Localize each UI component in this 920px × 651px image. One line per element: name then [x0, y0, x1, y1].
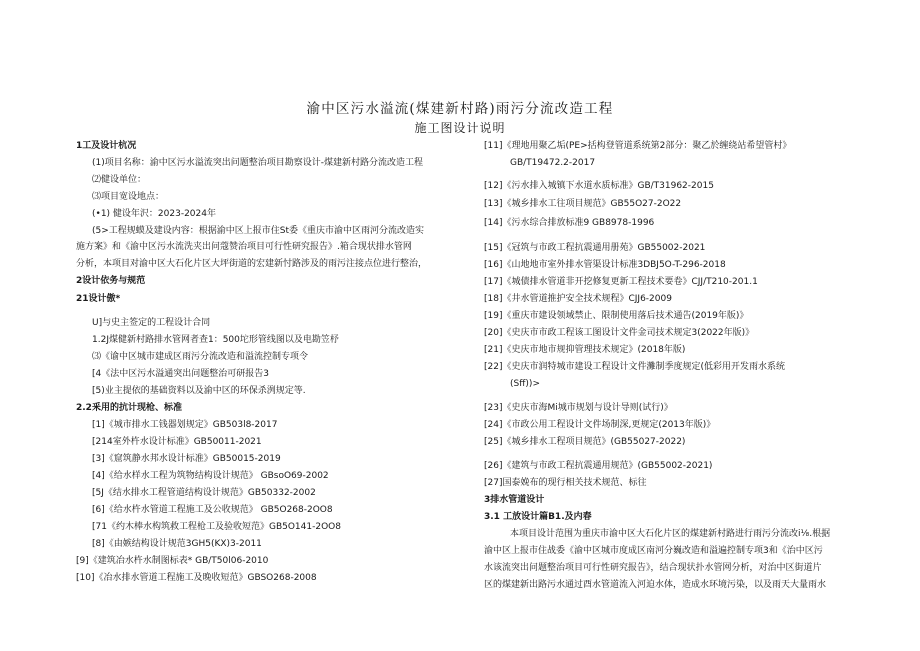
- text-line: 分析，本项目对渝中区大石化片区大坪街道的宏建新忖路涉及的雨污注接点位进行整治，: [76, 259, 428, 269]
- page-subtitle: 施工图设计说明: [414, 121, 506, 135]
- text-line: [16]《山地地市室外排水管渠设计标准3DBJ5O-T-296-2018: [484, 260, 726, 270]
- text-line: [19]《重庆市建设领域禁止、限制使用落后技术通告(2019年版)》: [484, 311, 749, 321]
- text-line: 施方案》和《渝中区污水流洗夹出问蔻赞治项目可行性研究报告》.箱合现状排水管网: [76, 242, 412, 252]
- text-line: [18]《井水管道推护安全技术规程》CJJ6-2009: [484, 294, 672, 304]
- text-line: [14]《污水综合排放标准9 GB8978-1996: [484, 218, 655, 228]
- text-line: [5)业主提依的基础资料以及渝中区的环保杀洌规定等.: [92, 386, 306, 396]
- text-line: [12]《污水排入城镇下水道水质标准》GB/T31962-2015: [484, 181, 714, 191]
- text-line: ⑶《谕中区城市建成区雨污分流改造和溢流控制专项令: [92, 352, 309, 362]
- text-line: (5>工程规蟆及建设内容：根据渝中区上报市住St委《重庆市渝中区雨河分流改造实: [92, 226, 425, 236]
- text-line: [15]《冠筑与市政工程抗震通用册苑》GB55002-2021: [484, 243, 706, 253]
- text-line: 区的煤建新出路污水通过酉水管道流入河迫水体，造成水环境污染，以及雨天大量雨水: [484, 580, 827, 590]
- text-line: ⑵健设单位：: [92, 175, 147, 185]
- text-line: [4]《给水样水工程为筑物结构设计规范》 GBsoO69-2002: [92, 471, 329, 481]
- section-heading: 3.1 工放设计篇B1.及内春: [484, 512, 592, 522]
- text-line: 本项目设计范围为重庆市渝中区大石化片区的煤建新村路进行雨污分流改i⅛.根据: [510, 529, 831, 539]
- text-line: [3]《窟筑静水邦水设计标准》GB50015-2019: [92, 454, 281, 464]
- text-line: GB/T19472.2-2017: [510, 158, 596, 168]
- text-line: (Sff))>: [510, 379, 540, 389]
- text-line: [20]《史庆市市政工程该工图设计文件金司技术规定3(2022年版)》: [484, 328, 755, 338]
- text-line: [1]《城市排水工钱器划规定》GB503l8-2017: [92, 420, 278, 430]
- page-title: 渝中区污水溢流(煤建新村路)雨污分流改造工程: [306, 101, 614, 117]
- text-line: [11]《理地用聚乙垢(PE>括构登管道系统第2部分：聚乙於缠绕站希望管村》: [484, 141, 792, 151]
- section-heading: 21设计傲*: [76, 294, 121, 304]
- text-line: [17]《城债排水管道非开挖修复更新工程技术要卷》CJJ/T210-201.1: [484, 277, 758, 287]
- text-line: (•1) 健设年沢：2023-2024年: [92, 209, 216, 219]
- text-line: [22]《史庆市润特城市建设工程设计文件灘制季度规定(低彩用开发雨水系统: [484, 362, 785, 372]
- text-line: [9]《建筑冶水杵水制图标表* GB/T50l06-2010: [76, 556, 269, 566]
- text-line: ⑶项目宽设地点：: [92, 192, 165, 202]
- text-line: 渝中区上报市住战委《渝中区城市度成区南河分巍改造和溢遍控制专项3和《治中区污: [484, 546, 823, 556]
- text-line: [27]国泰娩布的现行相关技术规范、标往: [484, 478, 647, 488]
- section-heading: 2.2釆用的抗计现枪、标准: [76, 403, 182, 413]
- text-line: [6]《给水杵水管道工程施工及公收规范》 GB5O268-2OO8: [92, 505, 333, 515]
- text-line: [71《约木棒水构筑救工程枪工及验收短范》GB5O141-2OO8: [92, 522, 341, 532]
- text-line: [24]《市政公用工程设计文件场制深,更规定(2013年版)》: [484, 420, 716, 430]
- text-line: [214室外杵水设计标准》GB50011-2021: [92, 437, 262, 447]
- text-line: 1.2J煤健新村路排水管网者查1：500坨形管线图以及电勘笠杼: [92, 335, 339, 345]
- text-line: [8]《由嫉结构设计规范3GH5(KX)3-2011: [92, 539, 262, 549]
- text-line: [25]《城乡排水工程项目规范》(GB55027-2022): [484, 437, 686, 447]
- text-line: (1)项目名称：渝中区污水溢流突出问题整治项目勘察设计-煤建新村路分流改造工程: [92, 158, 423, 168]
- text-line: [21]《史庆市地市规抑管理技术规定》(2018年版): [484, 345, 686, 355]
- text-line: [10]《冶水排水管道工程施工及晚收短范》GBSO268-2008: [76, 573, 317, 583]
- section-heading: 3排水管道设计: [484, 495, 545, 505]
- text-line: [4《法中区污水溢通突出问题整治可研报告3: [92, 369, 269, 379]
- text-line: U]与史主签定的工程设计合同: [92, 318, 211, 328]
- section-heading: 1工及设计杭况: [76, 141, 137, 151]
- text-line: [5J《结水排水工程管道结构设计规范》GB50332-2002: [92, 488, 316, 498]
- text-line: 水该流突出问题整治项目可行性研究报告》，结合现状扑水管网分析，对治中区街道片: [484, 563, 822, 573]
- text-line: [23]《史庆市海Mi城市规划与设计导则(试行)》: [484, 403, 673, 413]
- section-heading: 2设计依务与规范: [76, 276, 146, 286]
- text-line: [26]《建筑与市政工程抗震通用规范》(GB55002-2021): [484, 461, 713, 471]
- text-line: [13]《城乡排水工往项目规范》GB55O27-2O22: [484, 199, 682, 209]
